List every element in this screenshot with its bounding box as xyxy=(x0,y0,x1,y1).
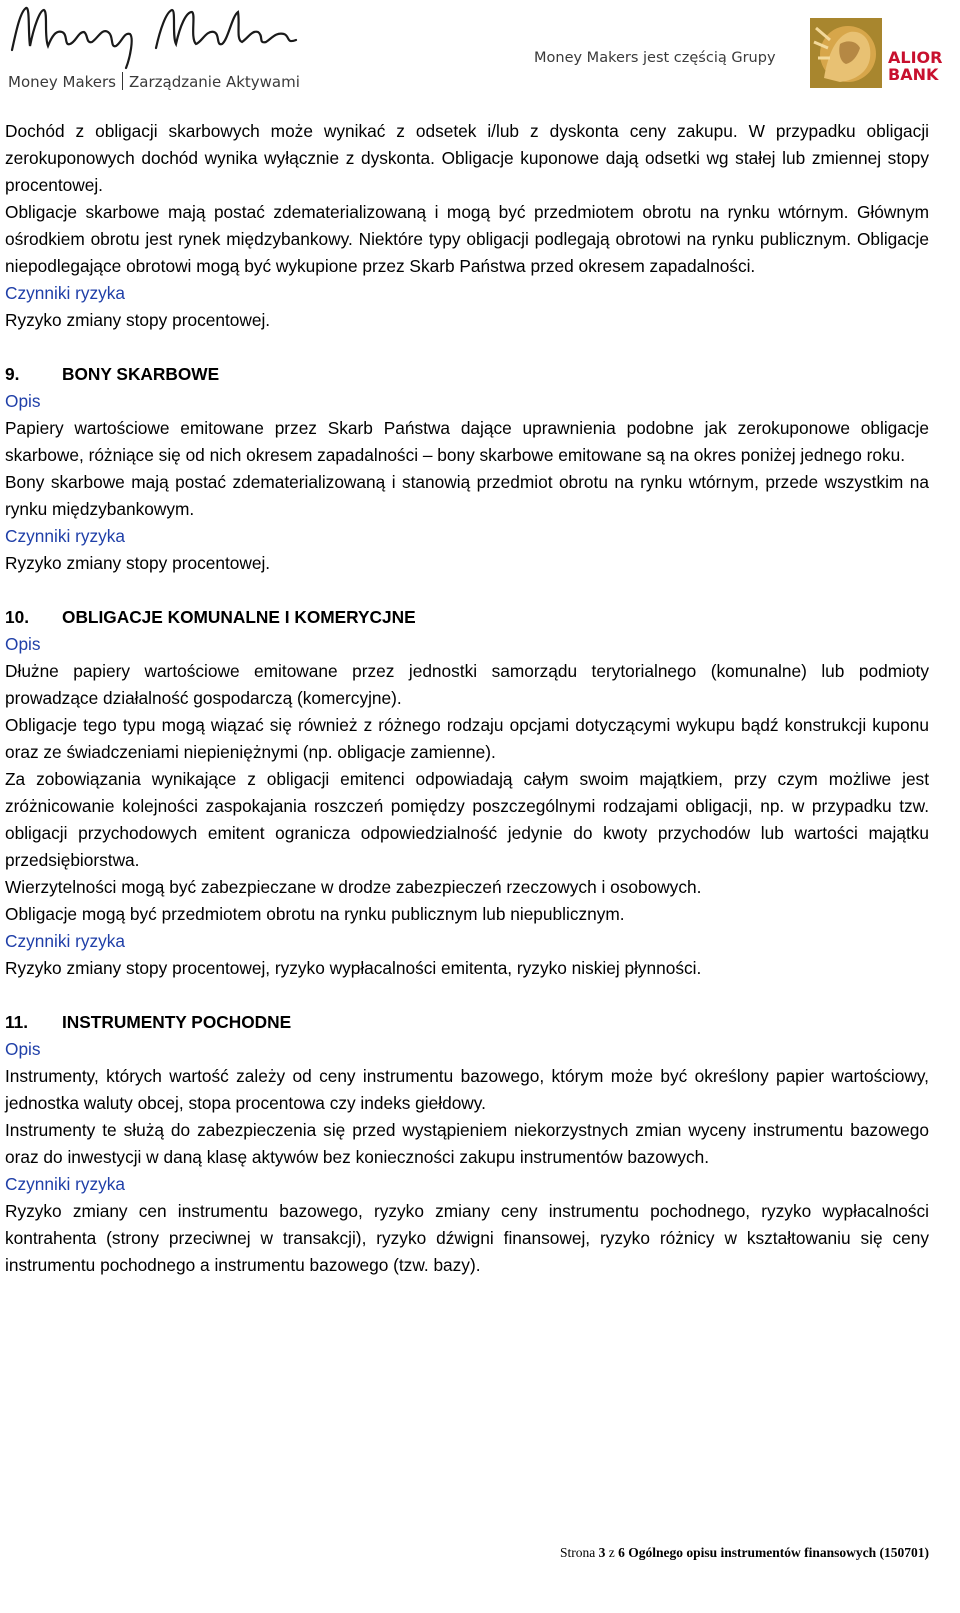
section-9-opis-label: Opis xyxy=(5,391,41,411)
section-9-risk-label: Czynniki ryzyka xyxy=(5,526,126,546)
section-11-paragraph-1: Instrumenty, których wartość zależy od ceny instrumentu bazowego, którym może być określony papier wartościowy, jednostka waluty obcej, stopa procentowa czy indeks giełdowy. xyxy=(5,1066,929,1113)
intro-risk-label: Czynniki ryzyka xyxy=(5,283,126,303)
alior-line2: BANK xyxy=(888,65,939,84)
section-10-number: 10. xyxy=(5,607,30,627)
money-makers-logo xyxy=(6,2,326,94)
section-9-paragraph-1: Papiery wartościowe emitowane przez Skarb Państwa dające uprawnienia podobne jak zerokuponowe obligacje skarbowe, różniące się od nich okresem zapadalności – bony skarbowe emitowane są na okres poniżej jednego roku. xyxy=(5,418,929,465)
section-11-risk-label: Czynniki ryzyka xyxy=(5,1174,126,1194)
section-9-paragraph-2: Bony skarbowe mają postać zdematerializowaną i stanowią przedmiot obrotu na rynku wtórnym, przede wszystkim na rynku międzybankowym. xyxy=(5,472,929,519)
section-10-opis-label: Opis xyxy=(5,634,41,654)
alior-bank-logo xyxy=(810,18,955,88)
footer-page-number: 3 xyxy=(598,1545,606,1560)
money-makers-signature-icon xyxy=(6,2,306,72)
spacer xyxy=(5,577,929,604)
intro-risk-text: Ryzyko zmiany stopy procentowej. xyxy=(5,310,271,330)
page-header xyxy=(0,0,960,100)
section-10-paragraph-4: Wierzytelności mogą być zabezpieczane w drodze zabezpieczeń rzeczowych i osobowych. xyxy=(5,877,702,897)
intro-paragraph-2: Obligacje skarbowe mają postać zdematerializowaną i mogą być przedmiotem obrotu na rynku wtórnym. Głównym ośrodkiem obrotu jest rynek międzybankowy. Niektóre typy obligacji podlegają obrotowi na rynku publicznym. Obligacje niepodlegające obrotowi mogą być wykupione przez Skarb Państwa przed okresem zapadalności. xyxy=(5,202,929,276)
intro-paragraph-1: Dochód z obligacji skarbowych może wynikać z odsetek i/lub z dyskonta ceny zakupu. W przypadku obligacji zerokuponowych dochód wynika wyłącznie z dyskonta. Obligacje kuponowe dają odsetki wg stałej lub zmiennej stopy procentowej. xyxy=(5,121,929,195)
section-10-paragraph-3: Za zobowiązania wynikające z obligacji emitenci odpowiadają całym swoim majątkiem, przy czym możliwe jest zróżnicowanie kolejności zaspokajania roszczeń pomiędzy poszczególnymi rodzajami obligacji, np. w przypadku tzw. obligacji przychodowych emitent ogranicza odpowiedzialność jedynie do kwoty przychodów lub wartości majątku przedsiębiorstwa. xyxy=(5,769,929,870)
group-membership-text: Money Makers jest częścią Grupy xyxy=(534,50,776,66)
section-10-paragraph-5: Obligacje mogą być przedmiotem obrotu na rynku publicznym lub niepublicznym. xyxy=(5,904,625,924)
page-footer xyxy=(484,1545,929,1561)
section-10-paragraph-2: Obligacje tego typu mogą wiązać się również z różnego rodzaju opcjami dotyczącymi wykupu bądź konstrukcji kuponu oraz ze świadczeniami niepieniężnymi (np. obligacje zamienne). xyxy=(5,715,929,762)
brand-right-text: Zarządzanie Aktywami xyxy=(129,73,300,91)
brand-left-text: Money Makers xyxy=(8,73,116,91)
section-9-number: 9. xyxy=(5,364,20,384)
section-11-number: 11. xyxy=(5,1012,29,1032)
alior-lion-icon xyxy=(810,18,882,88)
section-11-risk-text: Ryzyko zmiany cen instrumentu bazowego, ryzyko zmiany ceny instrumentu pochodnego, ryzyko wypłacalności kontrahenta (strony przeciwnej w transakcji), ryzyko dźwigni finansowej, ryzyko różnicy w kształtowaniu się ceny instrumentu pochodnego a instrumentu bazowego (tzw. bazy). xyxy=(5,1201,929,1275)
footer-total-pages: 6 xyxy=(618,1545,625,1560)
section-10-heading xyxy=(5,604,929,631)
footer-strona: Strona xyxy=(559,1545,596,1560)
section-11-title: INSTRUMENTY POCHODNE xyxy=(62,1012,292,1032)
section-9-risk-text: Ryzyko zmiany stopy procentowej. xyxy=(5,553,271,573)
alior-line1: ALIOR xyxy=(888,48,943,67)
footer-document-title: Ogólnego opisu instrumentów finansowych (150701) xyxy=(628,1545,929,1560)
section-9-title: BONY SKARBOWE xyxy=(62,364,220,384)
footer-z: z xyxy=(608,1545,615,1560)
section-10-paragraph-1: Dłużne papiery wartościowe emitowane przez jednostki samorządu terytorialnego (komunalne) lub podmioty prowadzące działalność gospodarczą (komercyjne). xyxy=(5,661,929,708)
section-11-heading xyxy=(5,1009,929,1036)
section-10-risk-text: Ryzyko zmiany stopy procentowej, ryzyko wypłacalności emitenta, ryzyko niskiej płynności. xyxy=(5,958,702,978)
spacer xyxy=(5,982,929,1009)
section-11-paragraph-2: Instrumenty te służą do zabezpieczenia się przed wystąpieniem niekorzystnych zmian wyceny instrumentu bazowego oraz do inwestycji w daną klasę aktywów bez konieczności zakupu instrumentów bazowych. xyxy=(5,1120,929,1167)
brand-separator xyxy=(122,72,123,90)
section-11-opis-label: Opis xyxy=(5,1039,41,1059)
document-body xyxy=(5,118,929,1279)
section-10-title: OBLIGACJE KOMUNALNE I KOMERYCJNE xyxy=(62,607,416,627)
section-9-heading xyxy=(5,361,929,388)
spacer xyxy=(5,334,929,361)
section-10-risk-label: Czynniki ryzyka xyxy=(5,931,126,951)
